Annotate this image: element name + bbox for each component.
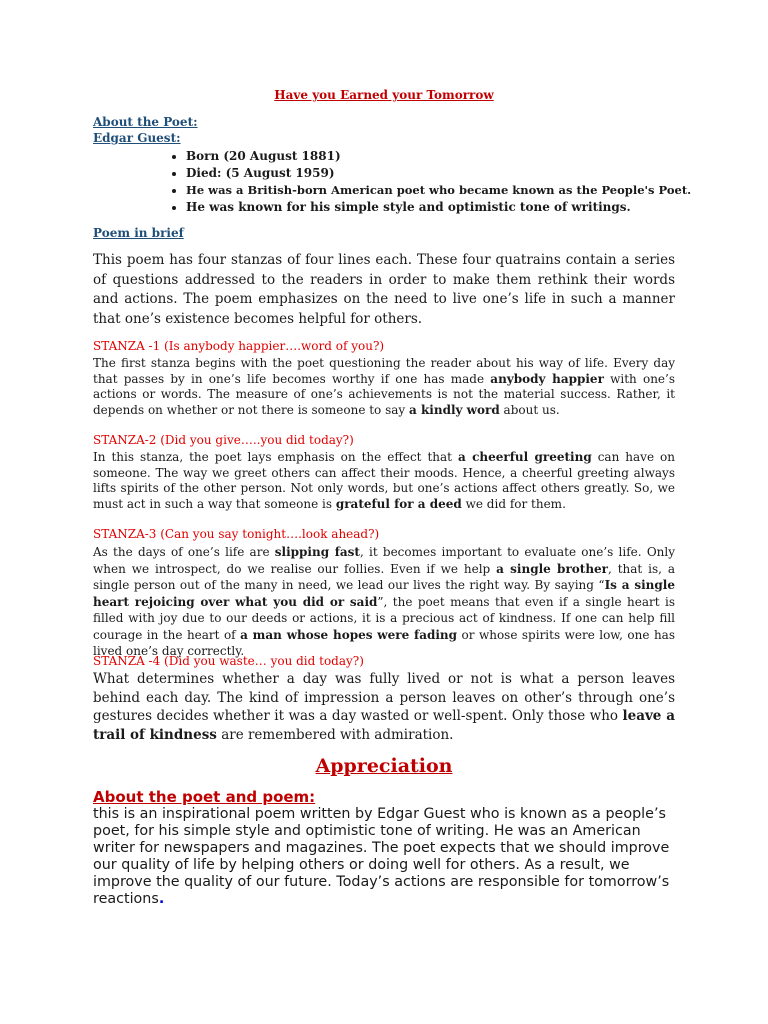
stanza-3-text: As the days of one’s life are slipping fast, it becomes important to evaluate one’s life. Only when we introspect, do we realise our follies. Even if we help a single brother, that is, a single person out of the many in need, we lead our lives the right way. By saying “Is a single heart rejoicing over what you did or said”, the poet means that even if a single heart is filled with joy due to our deeds or actions, it is a precious act of kindness. If one can help fill courage in the heart of a man whose hopes were fading or whose spirits were low, one has lived one’s day correctly. <box>93 545 676 658</box>
bio-item-style: • He was known for his simple style and optimistic tone of writings. <box>186 199 746 216</box>
appreciation-heading: Appreciation <box>315 755 453 777</box>
poet-name: Edgar Guest: <box>93 131 181 145</box>
stanza-2-heading: STANZA-2 (Did you give…..you did today?) <box>93 433 354 447</box>
about-poet-and-poem-heading: About the poet and poem: <box>93 788 316 806</box>
stanza-3-heading: STANZA-3 (Can you say tonight….look ahead?) <box>93 527 380 541</box>
document-title: Have you Earned your Tomorrow <box>274 88 494 102</box>
stanza-4-text: What determines whether a day was fully lived or not is what a person leaves behind each day. The kind of impression a person leaves on other’s through one’s gestures decides whether it was a day wasted or well-spent. Only those who leave a trail of kindness are remembered with admiration. <box>93 671 675 743</box>
bio-item-died: • Died: (5 August 1959) <box>186 165 746 182</box>
stanza-1-text: The first stanza begins with the poet questioning the reader about his way of life. Every day that passes by in one’s life becomes worthy if one has made anybody happier with one’s actions or words. The measure of one’s achievements is not the material success. Rather, it depends on whether or not there is someone to say a kindly word about us. <box>93 356 676 417</box>
stanza-1-heading: STANZA -1 (Is anybody happier….word of you?) <box>93 339 385 353</box>
poet-bio-list <box>168 148 746 216</box>
about-poet-heading: About the Poet: <box>93 115 198 129</box>
appreciation-text: this is an inspirational poem written by Edgar Guest who is known as a people’s poet, for his simple style and optimistic tone of writing. He was an American writer for newspapers and magazines. The poet expects that we should improve our quality of life by helping others or doing well for others. As a result, we improve the quality of our future. Today’s actions are responsible for tomorrow’s reactions. <box>93 806 670 907</box>
bio-item-born: • Born (20 August 1881) <box>186 148 746 165</box>
stanza-2-text: In this stanza, the poet lays emphasis on the effect that a cheerful greeting can have on someone. The way we greet others can affect their moods. Hence, a cheerful greeting always lifts spirits of the other person. Not only words, but one’s actions affect others greatly. So, we must act in such a way that someone is grateful for a deed we did for them. <box>93 450 675 511</box>
stanza-4-heading: STANZA -4 (Did you waste… you did today?) <box>93 654 364 668</box>
final-period-mark: . <box>158 891 165 907</box>
poem-in-brief-text: This poem has four stanzas of four lines each. These four quatrains contain a series of questions addressed to the readers in order to make them rethink their words and actions. The poem emphasizes on the need to live one’s life in such a manner that one’s existence becomes helpful for others. <box>93 252 675 327</box>
bio-item-origin: • He was a British-born American poet who became known as the People's Poet. <box>186 182 746 199</box>
poem-in-brief-heading: Poem in brief <box>93 226 184 240</box>
